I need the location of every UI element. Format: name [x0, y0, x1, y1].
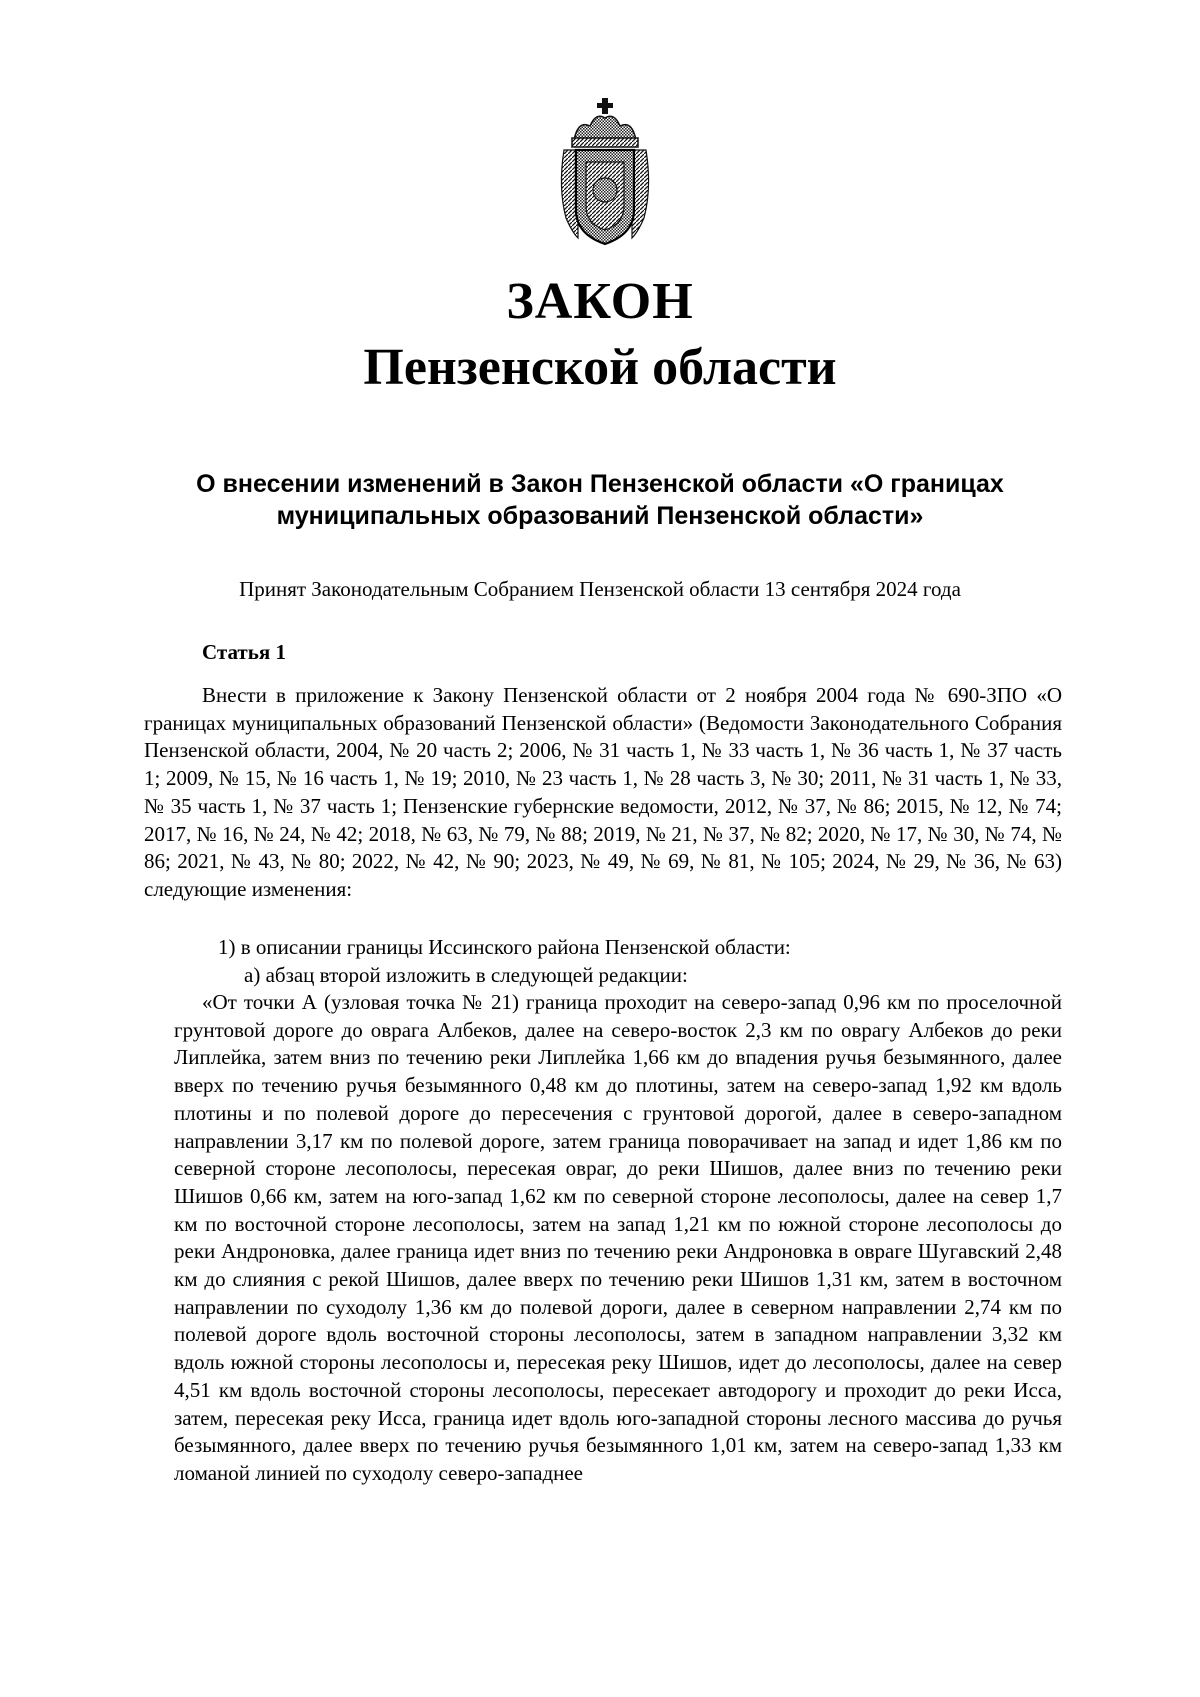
amendment-item-1: 1) в описании границы Иссинского района Пензенской области:: [218, 935, 791, 959]
adoption-line: Принят Законодательным Собранием Пензенской области 13 сентября 2024 года: [239, 577, 961, 601]
document-subtitle: Пензенской области: [363, 339, 837, 396]
document-title: ЗАКОН: [506, 273, 694, 330]
article-heading: Статья 1: [202, 640, 286, 664]
amendment-subitem-a: а) абзац второй изложить в следующей редакции:: [244, 963, 688, 987]
article-intro-paragraph: Внести в приложение к Закону Пензенской области от 2 ноября 2004 года № 690-ЗПО «О границах муниципальных образований Пензенской области» (Ведомости Законодательного Собрания Пензенской области, 2004, № 20 часть 2; 2006, № 31 часть 1, № 33 часть 1, № 36 часть 1, № 37 часть 1; 2009, № 15, № 16 часть 1, № 19; 2010, № 23 часть 1, № 28 часть 3, № 30; 2011, № 31 часть 1, № 33, № 35 часть 1, № 37 часть 1; Пензенские губернские ведомости, 2012, № 37, № 86; 2015, № 12, № 74; 2017, № 16, № 24, № 42; 2018, № 63, № 79, № 88; 2019, № 21, № 37, № 82; 2020, № 17, № 30, № 74, № 86; 2021, № 43, № 80; 2022, № 42, № 90; 2023, № 49, № 69, № 81, № 105; 2024, № 29, № 36, № 63) следующие изменения:: [144, 683, 1062, 901]
coat-of-arms-emblem: [556, 98, 654, 248]
boundary-description-paragraph: «От точки А (узловая точка № 21) граница проходит на северо-запад 0,96 км по проселочной грунтовой дороге до оврага Албеков, далее на северо-восток 2,3 км по оврагу Албеков до реки Липлейка, затем вниз по течению реки Липлейка 1,66 км до впадения ручья безымянного, далее вверх по течению ручья безымянного 0,48 км до плотины, затем на северо-запад 1,92 км вдоль плотины и по полевой дороге до пересечения с грунтовой дорогой, далее в северо-западном направлении 3,17 км по полевой дороге, затем граница поворачивает на запад и идет 1,86 км по северной стороне лесополосы, пересекая овраг, до реки Шишов, далее вниз по течению реки Шишов 0,66 км, затем на юго-запад 1,62 км по северной стороне лесополосы, далее на север 1,7 км по восточной стороне лесополосы, затем на запад 1,21 км по южной стороне лесополосы до реки Андроновка, далее граница идет вниз по течению реки Андроновка в овраге Шугавский 2,48 км до слияния с рекой Шишов, далее вверх по течению реки Шишов 1,31 км, затем в восточном направлении по суходолу 1,36 км до полевой дороги, далее в северном направлении 2,74 км по полевой дороге вдоль восточной стороны лесополосы, затем в западном направлении 3,32 км вдоль южной стороны лесополосы и, пересекая реку Шишов, идет до лесополосы, далее на север 4,51 км вдоль восточной стороны лесополосы, пересекает автодорогу и проходит до реки Исса, затем, пересекая реку Исса, граница идет вдоль юго-западной стороны лесного массива до ручья безымянного, далее вверх по течению ручья безымянного 1,01 км, затем на северо-запад 1,33 км ломаной линией по суходолу северо-западнее: [174, 990, 1062, 1485]
law-name-heading: О внесении изменений в Закон Пензенской области «О границах муниципальных образований Пензенской области»: [196, 470, 1004, 530]
